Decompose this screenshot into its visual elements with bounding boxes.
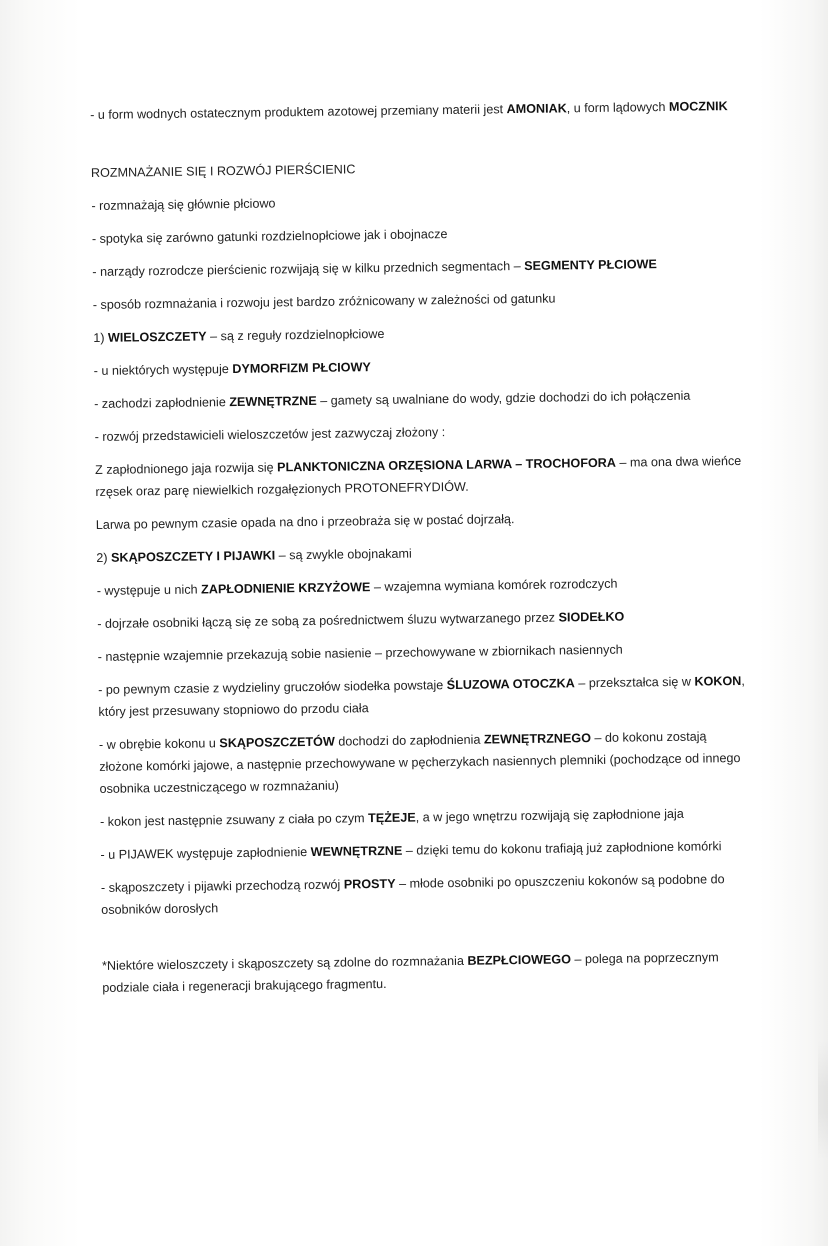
bold-term: KOKON bbox=[694, 673, 742, 689]
text-run: – młode osobniki po opuszczeniu kokonów są podobne do osobników dorosłych bbox=[101, 872, 725, 917]
bold-term: SIODEŁKO bbox=[558, 609, 625, 625]
text-run: – przekształca się w bbox=[574, 674, 695, 691]
paragraph-clitellum bbox=[97, 604, 747, 635]
paragraph-excretion bbox=[90, 95, 740, 126]
paragraph-cocoon-hardening bbox=[100, 802, 750, 833]
paragraph-sex-types bbox=[92, 219, 742, 250]
paragraph-polychaetes bbox=[93, 318, 743, 349]
text-run: Larwa po pewnym czasie opada na dno i przeobraża się w postać dojrzałą. bbox=[95, 512, 515, 532]
paragraph-reproduction-mode bbox=[91, 186, 741, 217]
text-run: - sposób rozmnażania i rozwoju jest bardzo zróżnicowany w zależności od gatunku bbox=[92, 291, 556, 312]
text-run: - narządy rozrodcze pierścienic rozwijają się w kilku przednich segmentach – bbox=[92, 258, 525, 279]
text-run: – ma ona dwa wieńce rzęsek oraz parę niewielkich rozgałęzionych PROTONEFRYDIÓW. bbox=[95, 453, 742, 499]
paragraph-leeches bbox=[100, 835, 750, 866]
text-run: , a w jego wnętrzu rozwijają się zapłodnione jaja bbox=[415, 806, 684, 825]
bold-term: ŚLUZOWA OTOCZKA bbox=[446, 676, 575, 693]
bold-term: PROSTY bbox=[343, 876, 396, 892]
paragraph-trochophore bbox=[95, 450, 746, 503]
text-run: – gamety są uwalniane do wody, gdzie dochodzi do ich połączenia bbox=[316, 388, 691, 408]
text-run: - rozmnażają się głównie płciowo bbox=[91, 196, 276, 213]
bold-term: AMONIAK bbox=[506, 101, 567, 117]
paragraph-asexual-note bbox=[102, 946, 753, 999]
bold-term: ZEWNĘTRZNE bbox=[229, 393, 317, 410]
section-heading bbox=[91, 153, 741, 184]
text-run: 1) bbox=[93, 330, 109, 345]
bold-term: SKĄPOSZCZETY I PIJAWKI bbox=[110, 548, 276, 565]
text-run: – wzajemna wymiana komórek rozrodczych bbox=[370, 576, 618, 595]
paragraph-larva bbox=[96, 505, 746, 536]
text-run: - u PIJAWEK występuje zapłodnienie bbox=[100, 844, 311, 862]
text-run: - kokon jest następnie zsuwany z ciała po czym bbox=[99, 811, 369, 829]
text-run: – są zwykle obojnakami bbox=[275, 546, 412, 563]
text-run: – do kokonu zostają złożone komórki jajowe, a następnie przechowywane w pęcherzykach nasiennych plemniki (pochodzące od innego osobnika uczestniczącego w rozmnażaniu) bbox=[99, 729, 741, 796]
text-run: – polega na poprzecznym podziale ciała i regeneracji brakującego fragmentu. bbox=[102, 950, 719, 995]
text-run: , u form lądowych bbox=[566, 99, 670, 116]
text-run: - w obrębie kokonu u bbox=[98, 736, 220, 752]
bold-term: PLANKTONICZNA ORZĘSIONA LARWA – TROCHOFORA bbox=[277, 455, 617, 475]
text-run: *Niektóre wieloszczety i skąposzczety są zdolne do rozmnażania bbox=[101, 953, 468, 973]
bold-term: DYMORFIZM PŁCIOWY bbox=[232, 360, 371, 377]
text-run: - po pewnym czasie z wydzieliny gruczołów siodełka powstaje bbox=[98, 678, 447, 697]
text-run: - zachodzi zapłodnienie bbox=[94, 395, 230, 411]
paragraph-direct-development bbox=[101, 868, 752, 921]
paragraph-cocoon-fertilization bbox=[99, 725, 750, 800]
paragraph-external-fertilization bbox=[94, 384, 744, 415]
bold-term: MOCZNIK bbox=[668, 99, 728, 114]
text-run: - u niektórych występuje bbox=[93, 362, 233, 378]
bold-term: WEWNĘTRZNE bbox=[310, 843, 403, 859]
text-run: - rozwój przedstawicieli wieloszczetów jest zazwyczaj złożony : bbox=[94, 425, 446, 444]
paragraph-cocoon bbox=[98, 670, 749, 723]
bold-term: SEGMENTY PŁCIOWE bbox=[524, 257, 657, 273]
paragraph-dimorphism bbox=[94, 351, 744, 382]
paragraph-sperm-exchange bbox=[98, 637, 748, 668]
text-run: 2) bbox=[96, 550, 112, 565]
document-body bbox=[90, 95, 753, 1010]
bold-term: TĘŻEJE bbox=[367, 810, 416, 826]
scan-shadow bbox=[818, 1040, 828, 1160]
text-run: Z zapłodnionego jaja rozwija się bbox=[95, 460, 278, 477]
text-run: – są z reguły rozdzielnopłciowe bbox=[206, 326, 385, 344]
paragraph-cross-fertilization bbox=[97, 571, 747, 602]
text-run: – dzięki temu do kokonu trafiają już zapłodnione komórki bbox=[402, 839, 722, 858]
text-run: , który jest przesuwany stopniowo do przodu ciała bbox=[98, 673, 745, 719]
paragraph-reproductive-organs bbox=[92, 252, 742, 283]
text-run: ROZMNAŻANIE SIĘ I ROZWÓJ PIERŚCIENIC bbox=[90, 162, 356, 180]
text-run: - spotyka się zarówno gatunki rozdzielnopłciowe jak i obojnacze bbox=[91, 227, 448, 246]
text-run: - u form wodnych ostatecznym produktem azotowej przemiany materii jest bbox=[90, 102, 507, 122]
text-run: - następnie wzajemnie przekazują sobie nasienie – przechowywane w zbiornikach nasiennych bbox=[97, 642, 623, 664]
text-run: - skąposzczety i pijawki przechodzą rozwój bbox=[100, 877, 344, 895]
paragraph-development-variety bbox=[93, 285, 743, 316]
bold-term: WIELOSZCZETY bbox=[107, 329, 207, 345]
bold-term: ZEWNĘTRZNEGO bbox=[483, 731, 592, 747]
bold-term: BEZPŁCIOWEGO bbox=[467, 952, 572, 968]
text-run: dochodzi do zapłodnienia bbox=[334, 732, 485, 749]
paragraph-complex-development bbox=[94, 417, 744, 448]
bold-term: ZAPŁODNIENIE KRZYŻOWE bbox=[201, 580, 371, 597]
bold-term: SKĄPOSZCZETÓW bbox=[219, 734, 335, 751]
paragraph-oligochaetes-leeches bbox=[96, 538, 746, 569]
text-run: - występuje u nich bbox=[96, 582, 202, 598]
text-run: - dojrzałe osobniki łączą się ze sobą za pośrednictwem śluzu wytwarzanego przez bbox=[97, 610, 559, 631]
